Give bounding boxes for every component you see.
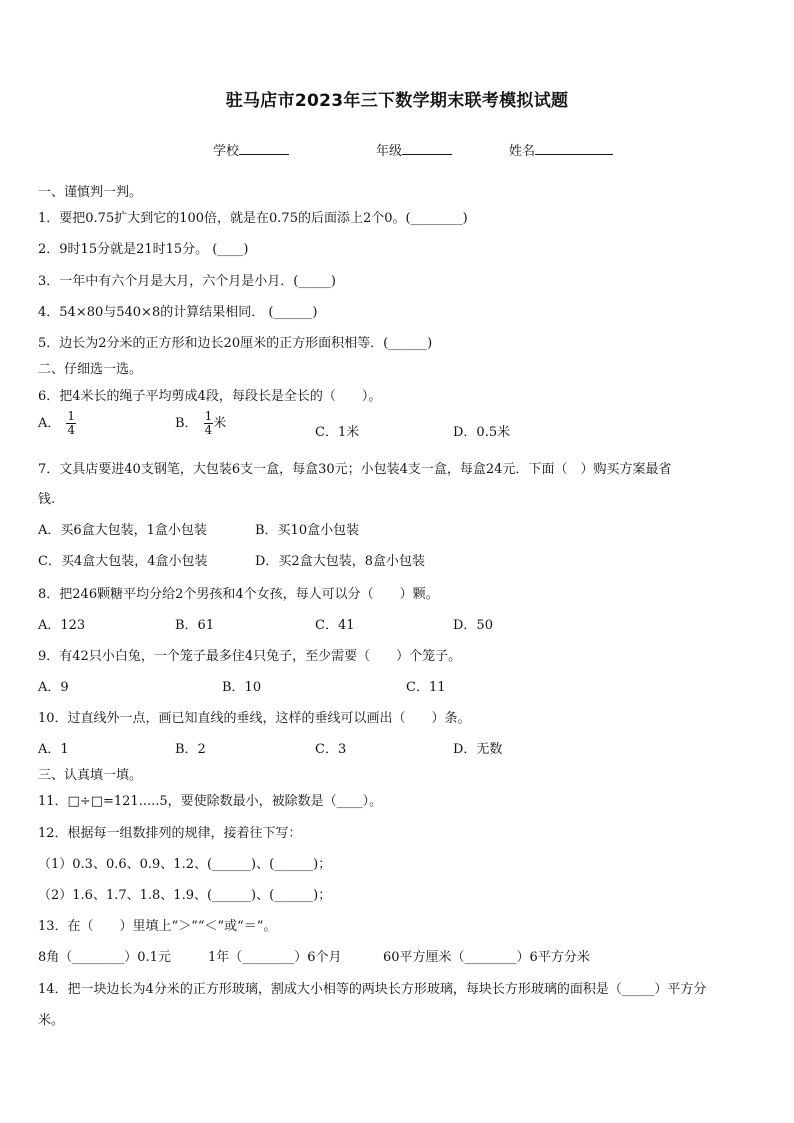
q13-item-c: 60平方厘米（________）6平方分米 xyxy=(383,950,590,965)
question-7-line-2: 钱. xyxy=(38,492,56,507)
q10-option-d[interactable]: D．无数 xyxy=(453,742,503,757)
question-11: 11．□÷□=121.....5，要使除数最小，被除数是（____）。 xyxy=(38,794,383,809)
q6-option-b[interactable] xyxy=(175,410,226,437)
question-14-line-2: 米。 xyxy=(38,1013,65,1028)
fraction-one-quarter-meter: $\frac{1}{4}$ xyxy=(204,409,213,437)
question-4: 4．54×80与540×8的计算结果相同． (______) xyxy=(38,305,318,320)
question-1: 1．要把0.75扩大到它的100倍，就是在0.75的后面添上2个0。(________) xyxy=(38,211,468,226)
section-heading-1: 一、谨慎判一判。 xyxy=(38,185,143,200)
q7-option-b[interactable]: B．买10盒小包装 xyxy=(255,523,360,538)
question-13: 13．在（ ）里填上“＞”“＜”或“＝”。 xyxy=(38,919,277,934)
q8-option-d[interactable]: D．50 xyxy=(453,618,493,633)
school-field xyxy=(213,140,289,159)
q8-option-c[interactable]: C．41 xyxy=(315,618,355,633)
q9-option-c[interactable]: C．11 xyxy=(406,680,446,695)
question-6: 6．把4米长的绳子平均剪成4段，每段长是全长的（ ）。 xyxy=(38,389,382,404)
q7-option-d[interactable]: D．买2盒大包装，8盒小包装 xyxy=(255,554,425,569)
question-2: 2．9时15分就是21时15分。 (____) xyxy=(38,242,249,257)
q6-option-b-unit: 米 xyxy=(213,416,227,431)
fraction-one-quarter: $\frac{1}{4}$ xyxy=(67,409,76,437)
q13-item-b: 1年（________）6个月 xyxy=(208,950,342,965)
q7-option-c[interactable]: C．买4盒大包装，4盒小包装 xyxy=(38,554,208,569)
question-12-part-2: （2）1.6、1.7、1.8、1.9、(______)、(______)； xyxy=(38,888,332,903)
q6-option-a-label: A． xyxy=(38,416,61,431)
q10-option-b[interactable]: B．2 xyxy=(175,742,206,757)
name-field xyxy=(509,140,613,159)
question-8: 8．把246颗糖平均分给2个男孩和4个女孩，每人可以分（ ）颗。 xyxy=(38,587,439,602)
question-12-part-1: （1）0.3、0.6、0.9、1.2、(______)、(______)； xyxy=(38,857,332,872)
q9-option-a[interactable]: A．9 xyxy=(38,680,69,695)
question-9: 9．有42只小白兔，一个笼子最多住4只兔子，至少需要（ ）个笼子。 xyxy=(38,649,462,664)
name-label: 姓名 xyxy=(509,144,536,159)
grade-label: 年级 xyxy=(376,144,403,159)
question-10: 10．过直线外一点，画已知直线的垂线，这样的垂线可以画出（ ）条。 xyxy=(38,711,471,726)
question-14-line-1: 14．把一块边长为4分米的正方形玻璃，割成大小相等的两块长方形玻璃，每块长方形玻璃的面积是（_____）平方分 xyxy=(38,982,707,997)
q7-option-a[interactable]: A．买6盒大包装，1盒小包装 xyxy=(38,523,207,538)
grade-blank[interactable] xyxy=(402,141,452,155)
q9-option-b[interactable]: B．10 xyxy=(222,680,262,695)
section-heading-3: 三、认真填一填。 xyxy=(38,768,143,783)
q8-option-a[interactable]: A．123 xyxy=(38,618,86,633)
q13-item-a: 8角（________）0.1元 xyxy=(38,950,171,965)
school-label: 学校 xyxy=(213,144,240,159)
question-12: 12．根据每一组数排列的规律，接着往下写： xyxy=(38,826,302,841)
q6-option-a[interactable] xyxy=(38,410,76,437)
school-blank[interactable] xyxy=(239,141,289,155)
q10-option-c[interactable]: C．3 xyxy=(315,742,347,757)
q10-option-a[interactable]: A．1 xyxy=(38,742,69,757)
q6-option-b-label: B． xyxy=(175,416,198,431)
grade-field xyxy=(376,140,452,159)
q8-option-b[interactable]: B．61 xyxy=(175,618,215,633)
name-blank[interactable] xyxy=(535,141,613,155)
question-5: 5．边长为2分米的正方形和边长20厘米的正方形面积相等．(______) xyxy=(38,336,433,351)
page-title: 驻马店市2023年三下数学期末联考模拟试题 xyxy=(225,91,569,111)
question-3: 3．一年中有六个月是大月，六个月是小月．(_____) xyxy=(38,274,336,289)
section-heading-2: 二、仔细选一选。 xyxy=(38,362,143,377)
question-7-line-1: 7．文具店要进40支钢笔，大包装6支一盒，每盒30元；小包装4支一盒，每盒24元．下面（ ）购买方案最省 xyxy=(38,462,672,477)
q6-option-c[interactable]: C．1米 xyxy=(315,425,360,440)
q6-option-d[interactable]: D．0.5米 xyxy=(453,425,511,440)
